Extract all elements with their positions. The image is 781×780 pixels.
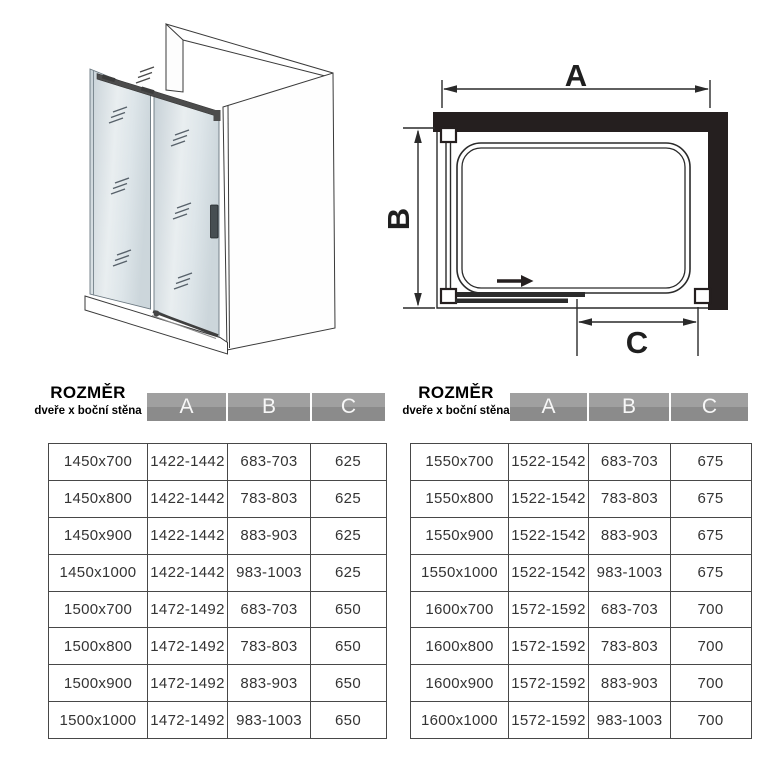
table-cell: 700 [670,592,750,628]
enclosure-outline [437,132,708,308]
column-header-c: C [671,393,748,421]
table-cell: 883-903 [588,665,670,701]
wall-top-rim [166,24,333,78]
plan-view-drawing [381,40,778,370]
table-row [49,664,386,701]
dimension-table-left [48,443,387,739]
table-cell: 1450x800 [63,490,133,508]
table-cell: 1572-1592 [508,702,588,738]
table-cell: 1572-1592 [508,628,588,664]
table-cell: 983-1003 [588,555,670,591]
column-header-a: A [147,393,226,421]
wall-profile [695,289,710,303]
column-header-b: B [228,393,310,421]
iso-view-drawing [40,10,352,362]
table-cell: 675 [670,481,750,517]
table-cell: 650 [310,592,385,628]
table-cell: 683-703 [227,444,310,480]
table-row [411,517,751,554]
table-row [49,701,386,738]
arrowhead [695,85,709,93]
table-cell: 650 [310,628,385,664]
table-row [411,664,751,701]
table-cell: 683-703 [588,592,670,628]
table-row [49,627,386,664]
table-cell: 983-1003 [227,555,310,591]
table-cell: 650 [310,702,385,738]
table-row [49,591,386,628]
table-cell: 683-703 [588,444,670,480]
table-cell: 983-1003 [227,702,310,738]
column-header-c: C [312,393,385,421]
table-cell: 1522-1542 [508,555,588,591]
table-cell: 1472-1492 [147,628,227,664]
table-subtitle: dveře x boční stěna [402,404,510,417]
table-subtitle: dveře x boční stěna [34,404,142,417]
column-header-bar-right [510,393,750,421]
dimension-table-right [410,443,752,739]
table-row [411,444,751,480]
table-cell: 1550x700 [425,453,494,471]
table-title-right [402,384,510,417]
arrowhead [443,85,457,93]
table-cell: 1450x700 [63,453,133,471]
column-header-b: B [589,393,669,421]
table-cell: 1422-1442 [147,444,227,480]
table-cell: 1522-1542 [508,518,588,554]
table-cell: 1450x900 [63,527,133,545]
table-cell: 625 [310,518,385,554]
table-cell: 1572-1592 [508,592,588,628]
table-cell: 1500x900 [63,674,133,692]
table-row [411,591,751,628]
table-cell: 783-803 [588,481,670,517]
table-cell: 1500x700 [63,600,133,618]
sliding-panel-bar [457,292,585,297]
table-cell: 1450x1000 [59,564,137,582]
table-row [411,701,751,738]
table-cell: 1422-1442 [147,555,227,591]
table-cell: 1422-1442 [147,518,227,554]
table-cell: 783-803 [588,628,670,664]
table-row [49,554,386,591]
table-cell: 883-903 [227,665,310,701]
door-handle [211,205,219,238]
sliding-panel-bar [455,299,568,304]
table-cell: 625 [310,555,385,591]
table-row [49,517,386,554]
table-row [49,444,386,480]
tray-outline-inner [462,148,685,288]
table-cell: 700 [670,628,750,664]
table-cell: 700 [670,665,750,701]
table-cell: 1500x1000 [59,711,137,729]
table-cell: 1500x800 [63,637,133,655]
dim-b-label: B [381,207,416,231]
table-cell: 1472-1492 [147,665,227,701]
table-cell: 1522-1542 [508,481,588,517]
column-header-bar-left [147,393,385,421]
arrowhead [414,130,422,144]
table-title: ROZMĚR [50,383,126,402]
table-cell: 675 [670,555,750,591]
table-cell: 1472-1492 [147,592,227,628]
table-cell: 1600x700 [425,600,494,618]
table-cell: 675 [670,518,750,554]
table-cell: 683-703 [227,592,310,628]
top-wall-bar [433,112,728,132]
side-wall [223,73,335,350]
column-header-a: A [510,393,587,421]
table-cell: 1522-1542 [508,444,588,480]
table-cell: 783-803 [227,481,310,517]
table-cell: 1600x900 [425,674,494,692]
slide-direction-arrow [497,275,534,287]
dim-c-label: C [625,325,649,360]
table-cell: 983-1003 [588,702,670,738]
bottom-roller [154,311,160,317]
arrowhead [578,318,592,326]
glass-wall-line [446,143,451,289]
side-wall-bar [708,112,728,310]
table-row [411,480,751,517]
table-cell: 1600x800 [425,637,494,655]
arrowhead [683,318,697,326]
wall-profile [441,128,456,142]
table-cell: 1600x1000 [421,711,498,729]
back-wall-panel [166,24,183,92]
table-cell: 1550x800 [425,490,494,508]
table-cell: 675 [670,444,750,480]
table-cell: 1572-1592 [508,665,588,701]
rail-wall-bracket [214,110,221,121]
arrowhead [414,293,422,307]
glass-reflection-hatch [136,67,154,83]
table-cell: 1422-1442 [147,481,227,517]
table-cell: 650 [310,665,385,701]
wall-profile [441,289,456,303]
table-cell: 625 [310,444,385,480]
table-cell: 1472-1492 [147,702,227,738]
table-cell: 783-803 [227,628,310,664]
table-row [49,480,386,517]
tray-outline-outer [457,143,690,293]
table-title: ROZMĚR [418,383,494,402]
table-row [411,554,751,591]
table-cell: 1550x900 [425,527,494,545]
table-cell: 625 [310,481,385,517]
table-cell: 700 [670,702,750,738]
table-cell: 883-903 [588,518,670,554]
table-cell: 883-903 [227,518,310,554]
table-cell: 1550x1000 [421,564,498,582]
table-title-left [28,384,148,417]
fixed-glass-panel [90,69,151,309]
dim-a-label: A [564,58,588,93]
table-row [411,627,751,664]
